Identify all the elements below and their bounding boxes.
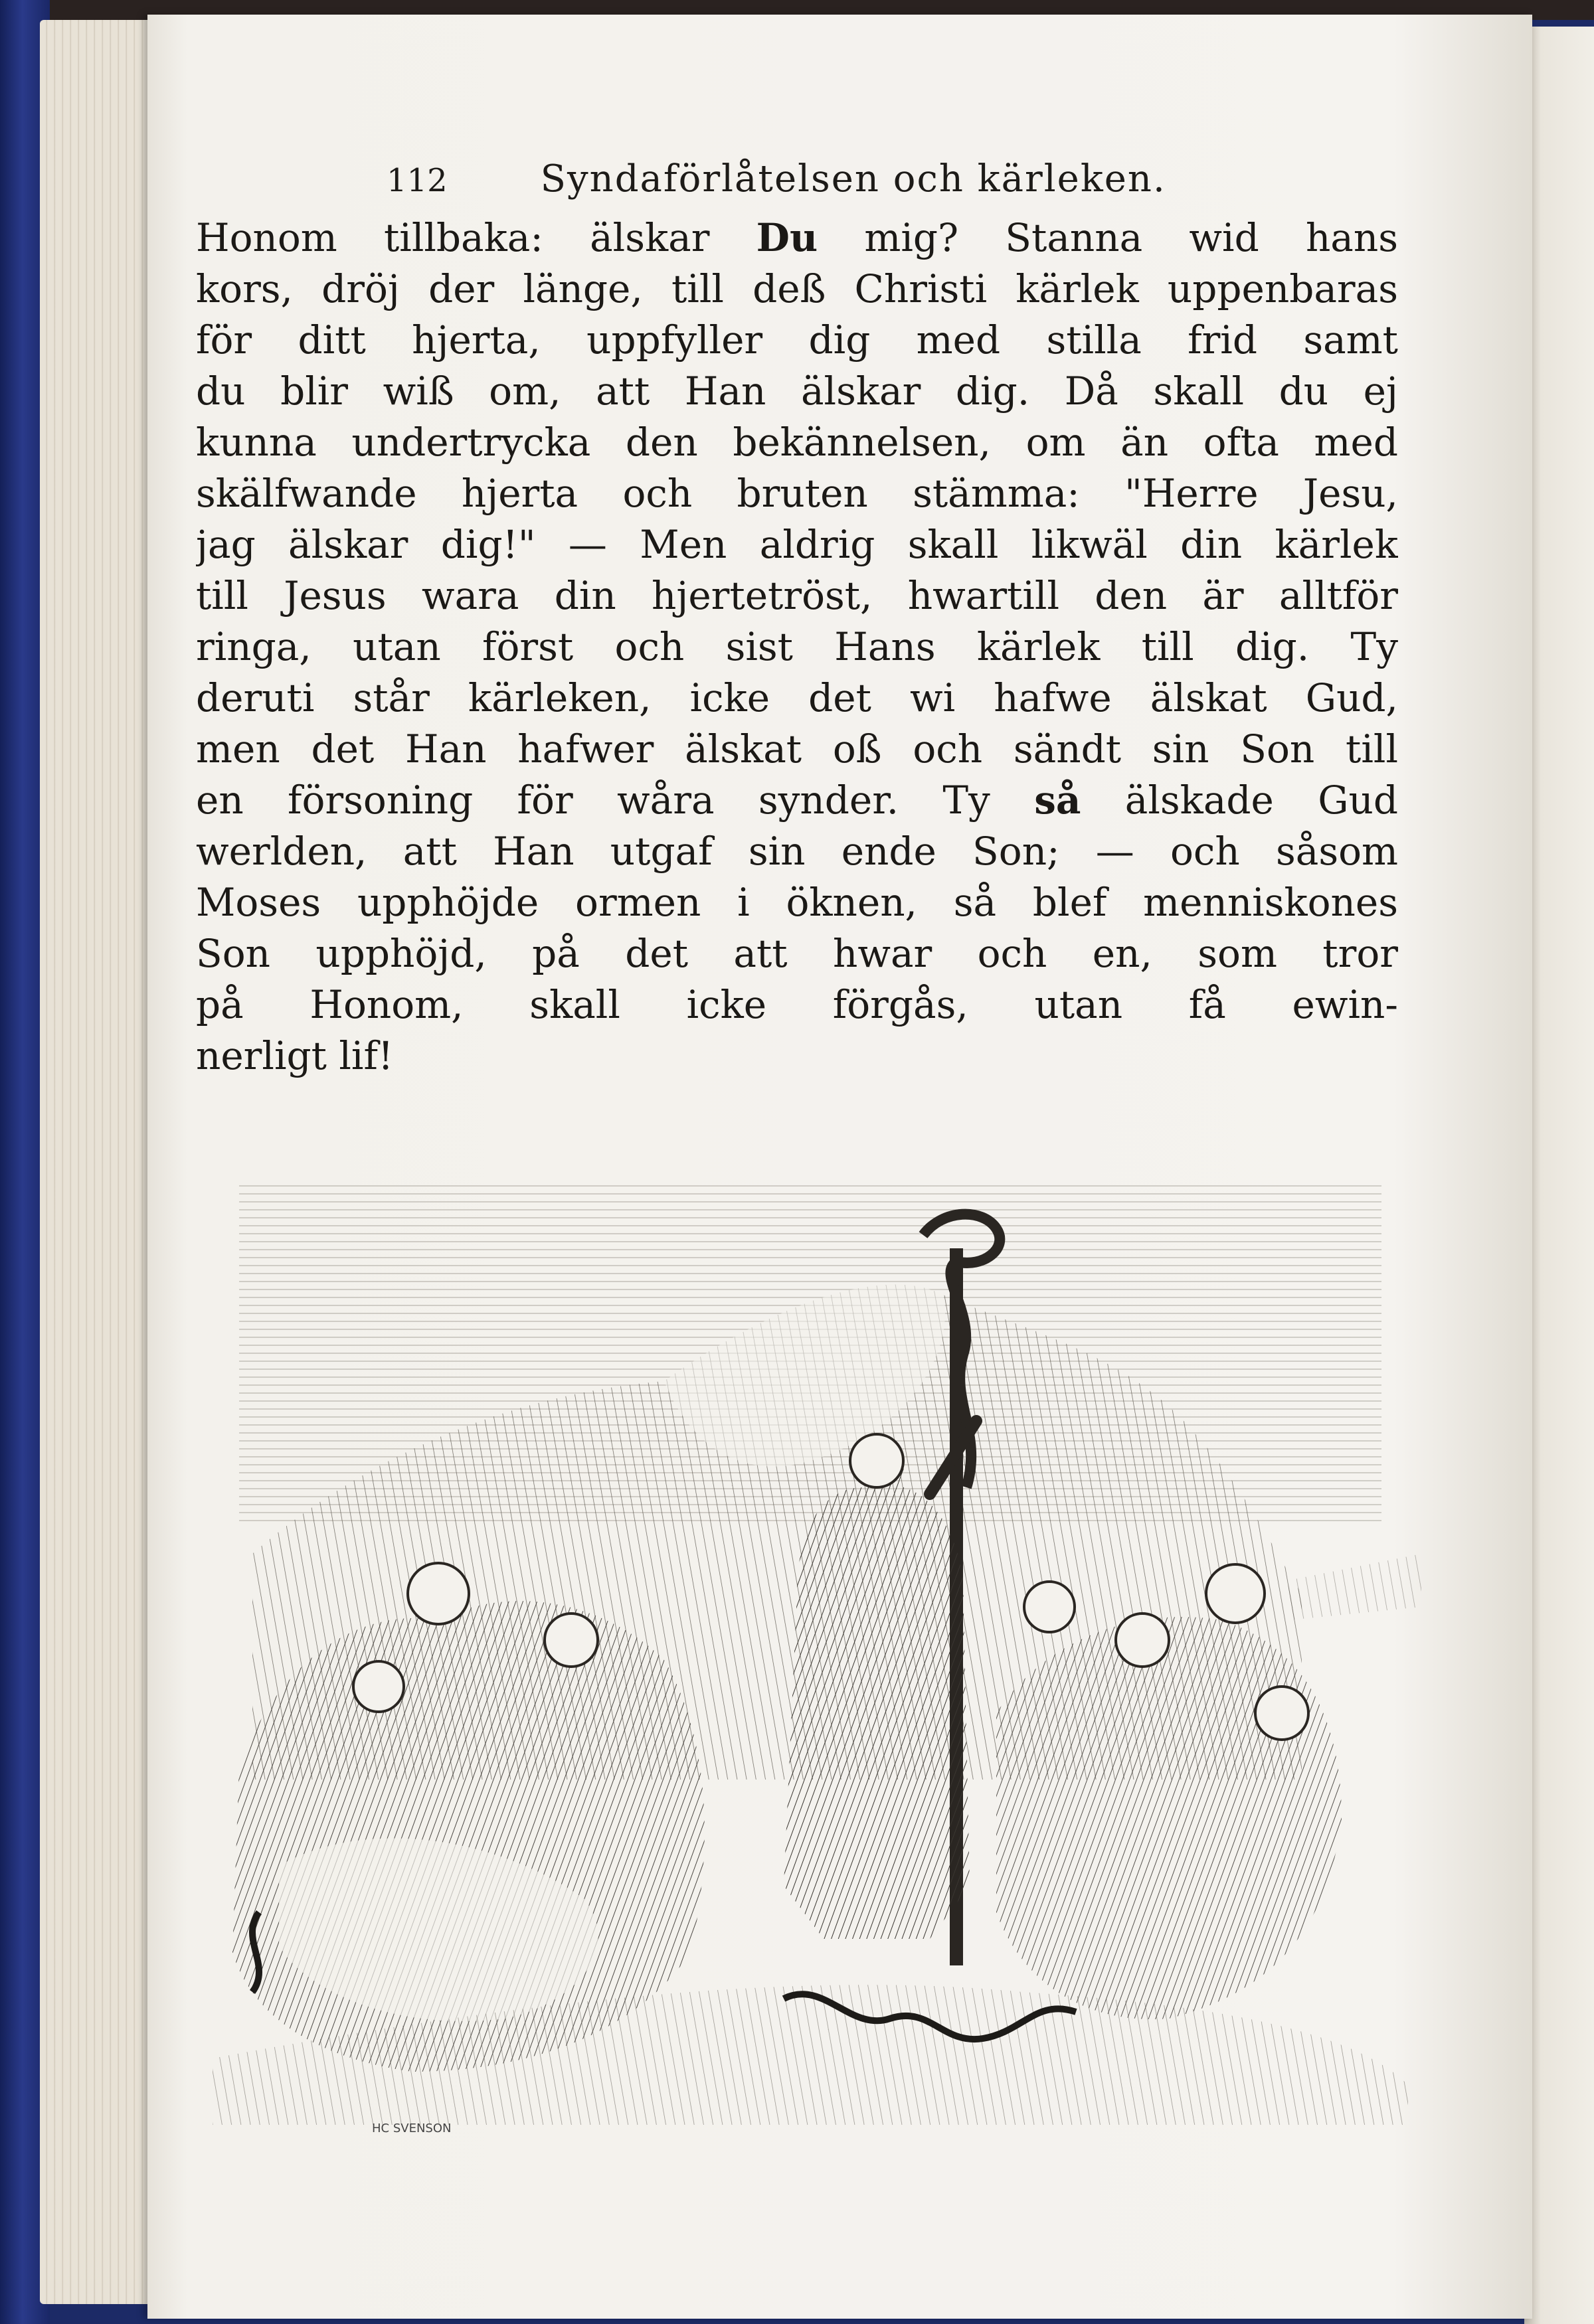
page-edges xyxy=(40,20,153,2304)
figure-head xyxy=(353,1661,404,1712)
text-line: werlden, att Han utgaf sin ende Son; — och såsom xyxy=(196,829,1398,874)
text-line: jag älskar dig!" — Men aldrig skall likwäl din kärlek xyxy=(196,522,1398,567)
emphasis: Du xyxy=(756,215,818,260)
text-line: du blir wiß om, att Han älskar dig. Då skall du ej xyxy=(196,369,1398,414)
page-number: 112 xyxy=(387,162,448,199)
text-line: nerligt lif! xyxy=(196,1033,394,1078)
text-line: Son upphöjd, på det att hwar och en, som tror xyxy=(196,931,1398,976)
figure-head xyxy=(1116,1614,1169,1667)
engraver-signature: HC SVENSON xyxy=(372,2121,452,2135)
horizon xyxy=(1288,1554,1421,1620)
text-line: till Jesus wara din hjertetröst, hwartill den är alltför xyxy=(196,573,1398,618)
figure-head xyxy=(545,1614,598,1667)
page-header xyxy=(387,157,1350,217)
moses-head xyxy=(850,1434,903,1487)
running-title: Syndaförlåtelsen och kärleken. xyxy=(540,157,1166,201)
figure-head xyxy=(1024,1582,1075,1632)
figure-head xyxy=(1206,1564,1265,1623)
emphasis: så xyxy=(1034,778,1081,823)
text-line: kors, dröj der länge, till deß Christi kärlek uppenbaras xyxy=(196,266,1398,311)
engraving-illustration xyxy=(159,1182,1421,2138)
text-line: på Honom, skall icke förgås, utan få ewin- xyxy=(196,982,1398,1027)
text-line: en försoning för wåra synder. Ty så älskade Gud xyxy=(196,778,1398,823)
text-line: Moses upphöjde ormen i öknen, så blef menniskones xyxy=(196,880,1398,925)
right-crowd xyxy=(996,1617,1342,2019)
figure-head xyxy=(408,1563,469,1624)
text-line: Honom tillbaka: älskar Du mig? Stanna wid hans xyxy=(196,215,1398,260)
text-line: skälfwande hjerta och bruten stämma: "Herre Jesu, xyxy=(196,471,1398,516)
body-text xyxy=(196,212,1398,1082)
facing-page xyxy=(1524,27,1594,2324)
text-line: deruti står kärleken, icke det wi hafwe älskat Gud, xyxy=(196,675,1398,720)
text-line: för ditt hjerta, uppfyller dig med stilla frid samt xyxy=(196,317,1398,363)
text-line: ringa, utan först och sist Hans kärlek till dig. Ty xyxy=(196,624,1398,669)
text-line: men det Han hafwer älskat oß och sändt sin Son till xyxy=(196,726,1398,772)
figure-head xyxy=(1255,1687,1308,1740)
text-line: kunna undertrycka den bekännelsen, om än ofta med xyxy=(196,420,1398,465)
